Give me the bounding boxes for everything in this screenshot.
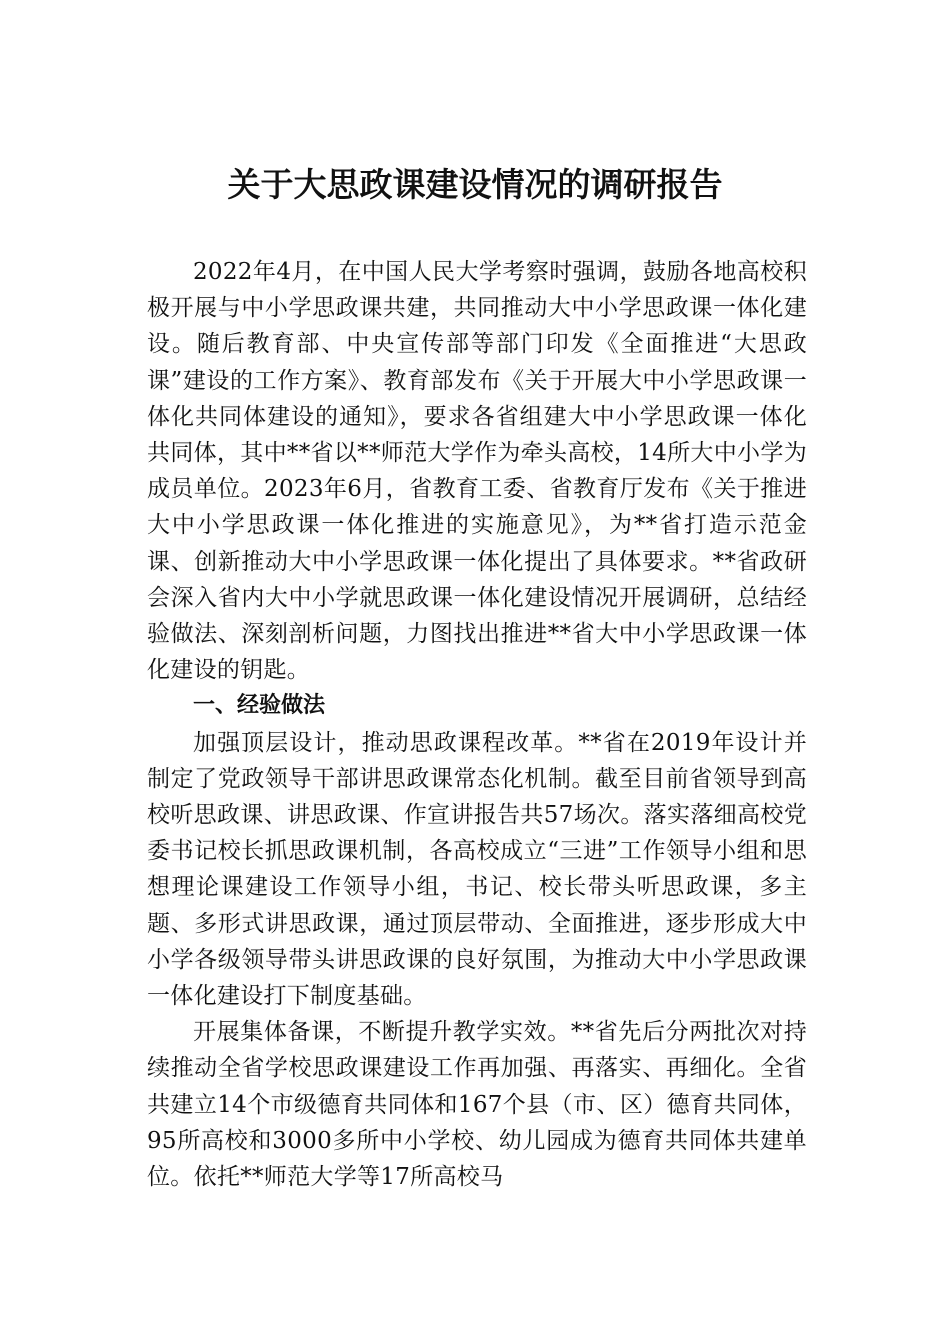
document-title: 关于大思政课建设情况的调研报告	[227, 165, 723, 204]
section-paragraph: 加强顶层设计，推动思政课程改革。**省在2019年设计并制定了党政领导干部讲思政课常态化机制。截至目前省领导到高校听思政课、讲思政课、作宣讲报告共57场次。落实落细高校党委书记校长抓思政课机制，各高校成立“三进”工作领导小组和思想理论课建设工作领导小组，书记、校长带头听思政课，多主题、多形式讲思政课，通过顶层带动、全面推进，逐步形成大中小学各级领导带头讲思政课的良好氛围，为推动大中小学思政课一体化建设打下制度基础。	[147, 729, 807, 1010]
section-paragraph: 开展集体备课，不断提升教学实效。**省先后分两批次对持续推动全省学校思政课建设工作再加强、再落实、再细化。全省共建立14个市级德育共同体和167个县（市、区）德育共同体，95所高校和3000多所中小学校、幼儿园成为德育共同体共建单位。依托**师范大学等17所高校马	[147, 1019, 807, 1191]
document-body	[147, 254, 807, 1195]
intro-paragraph: 2022年4月，在中国人民大学考察时强调，鼓励各地高校积极开展与中小学思政课共建，共同推动大中小学思政课一体化建设。随后教育部、中央宣传部等部门印发《全面推进“大思政课”建设的工作方案》、教育部发布《关于开展大中小学思政课一体化共同体建设的通知》，要求各省组建大中小学思政课一体化共同体，其中**省以**师范大学作为牵头高校，14所大中小学为成员单位。2023年6月，省教育工委、省教育厅发布《关于推进大中小学思政课一体化推进的实施意见》，为**省打造示范金课、创新推动大中小学思政课一体化提出了具体要求。**省政研会深入省内大中小学就思政课一体化建设情况开展调研，总结经验做法、深刻剖析问题，力图找出推进**省大中小学思政课一体化建设的钥匙。	[147, 259, 807, 684]
section-heading: 一、经验做法	[193, 693, 326, 719]
